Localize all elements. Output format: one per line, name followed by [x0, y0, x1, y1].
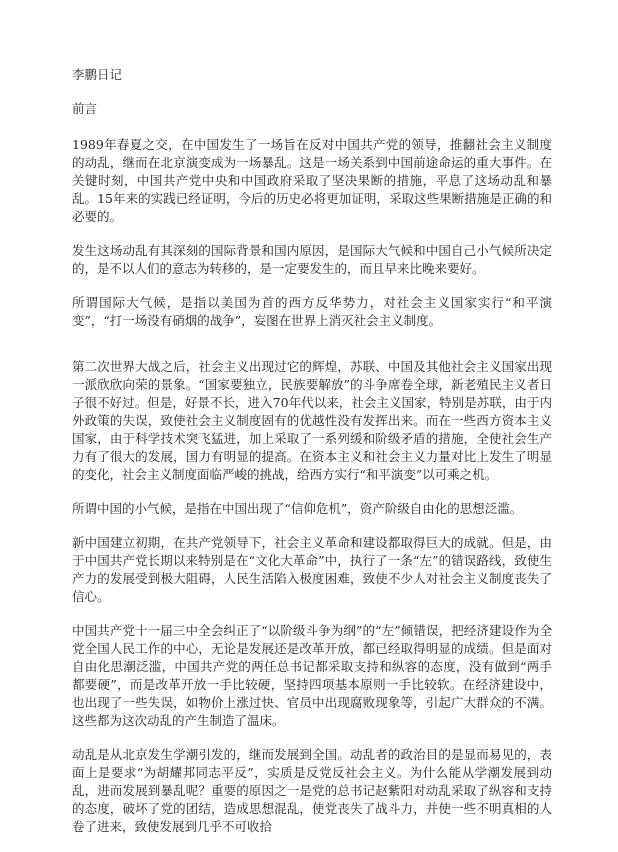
document-body	[72, 64, 552, 852]
paragraph-5: 所谓中国的小气候，是指在中国出现了“信仰危机”，资产阶级自由化的思想泛滥。	[72, 501, 523, 516]
paragraph-7: 中国共产党十一届三中全会纠正了“以阶级斗争为纲”的“左”倾错误，把经济建设作为全党全国人民工作的中心，无论是发展还是改革开放，都已经取得明显的成绩。但是面对自由化思潮泛滥，中国共产党的两任总书记都采取支持和纵容的态度，没有做到“两手都要硬”，而是改革开放一手比较硬，坚持四项基本原则一手比较软。在经济建设中，也出现了一些失误，如物价上涨过快、官员中出现腐败现象等，引起广大群众的不满。这些都为这次动乱的产生制造了温床。	[72, 623, 552, 728]
paragraph-8: 动乱是从北京发生学潮引发的，继而发展到全国。动乱者的政治目的是显而易见的，表面上是要求“为胡耀邦同志平反”，实质是反党反社会主义。为什么能从学潮发展到动乱，进而发展到暴乱呢？重要的原因之一是党的总书记赵紫阳对动乱采取了纵容和支持的态度，破坏了党的团结，造成思想混乱，使党丧失了战斗力，并使一些不明真相的人卷了进来，致使发展到几乎不可收拾	[72, 747, 552, 834]
paragraph-6: 新中国建立初期，在共产党领导下，社会主义革命和建设都取得巨大的成就。但是，由于中国共产党长期以来特别是在“文化大革命”中，执行了一条“左”的错误路线，致使生产力的发展受到极大阻碍，人民生活陷入极度困难，致使不少人对社会主义制度丧失了信心。	[72, 535, 552, 604]
document-title: 李鹏日记	[72, 67, 123, 82]
section-title: 前言	[72, 101, 98, 116]
paragraph-4: 第二次世界大战之后，社会主义出现过它的辉煌，苏联、中国及其他社会主义国家出现一派欣欣向荣的景象。“国家要独立，民族要解放”的斗争席卷全球，新老殖民主义者日子很不好过。但是，好景不长，进入70年代以来，社会主义国家，特别是苏联，由于内外政策的失误，致使社会主义制度固有的优越性没有发挥出来。而在一些西方资本主义国家，由于科学技术突飞猛进，加上采取了一系列缓和阶级矛盾的措施，全使社会生产力有了很大的发展，国力有明显的提高。在资本主义和社会主义力量对比上发生了明显的变化，社会主义制度面临严峻的挑战，给西方实行“和平演变”以可乘之机。	[72, 359, 552, 482]
paragraph-1: 1989年春夏之交，在中国发生了一场旨在反对中国共产党的领导，推翻社会主义制度的动乱，继而在北京演变成为一场暴乱。这是一场关系到中国前途命运的重大事件。在关键时刻，中国共产党中央和中国政府采取了坚决果断的措施，平息了这场动乱和暴乱。15年来的实践已经证明，今后的历史必将更加证明，采取这些果断措施是正确的和必要的。	[72, 137, 552, 224]
paragraph-2: 发生这场动乱有其深刻的国际背景和国内原因，是国际大气候和中国自己小气候所决定的，是不以人们的意志为转移的，是一定要发生的，而且早来比晚来要好。	[72, 243, 552, 276]
paragraph-3: 所谓国际大气候，是指以美国为首的西方反华势力，对社会主义国家实行“和平演变”，“打一场没有硝烟的战争”，妄图在世界上消灭社会主义制度。	[72, 295, 552, 328]
